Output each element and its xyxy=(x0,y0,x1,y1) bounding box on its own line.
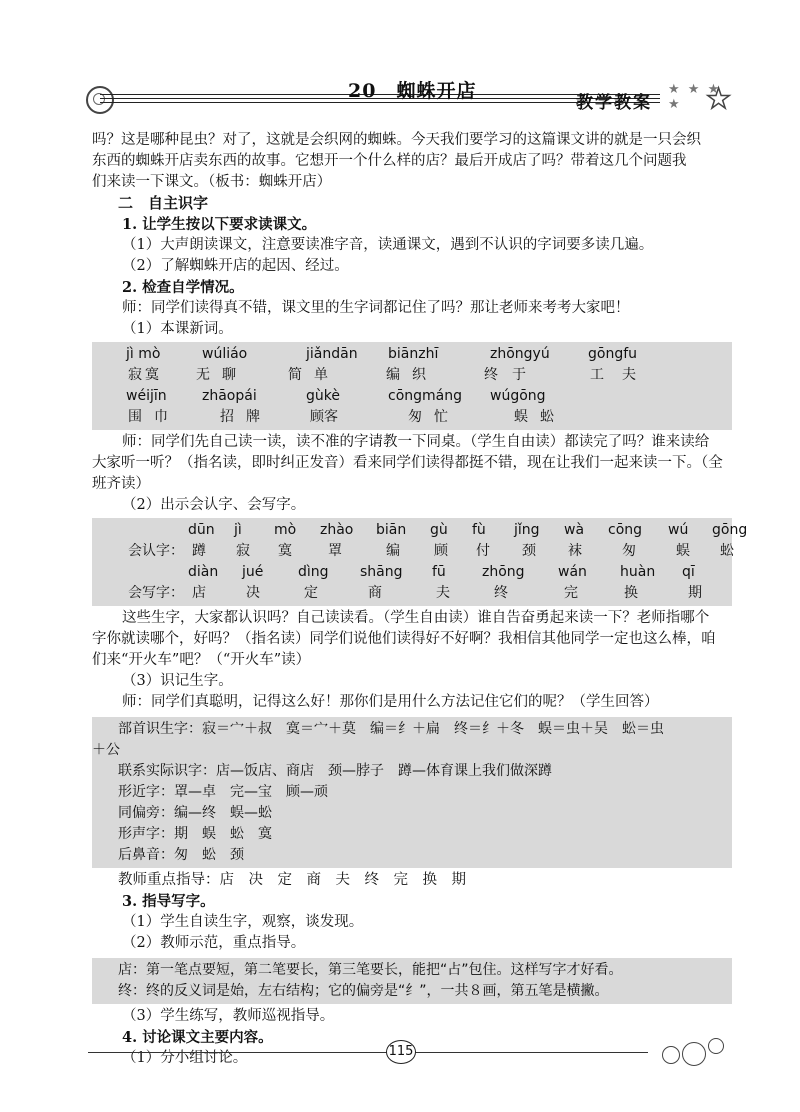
page-content xyxy=(92,130,748,1069)
paragraph-line: 字你就读哪个，好吗？（指名读）同学们说他们读得好不好啊？我相信其他同学一定也这么棒，咱 xyxy=(92,631,716,647)
pinyin: wúgōng xyxy=(490,388,546,404)
char: 寂 xyxy=(236,543,250,559)
writing-notes-box xyxy=(92,958,732,1004)
char: 寞 xyxy=(278,543,292,559)
step-title: 4. 讨论课文主要内容。 xyxy=(122,1029,273,1046)
word: 寂寞 xyxy=(128,367,162,383)
word-row xyxy=(92,407,732,428)
bubble-icon xyxy=(708,1038,724,1054)
char: 商 xyxy=(368,585,382,601)
header-tag: 教学教案 xyxy=(576,93,652,113)
pinyin: fù xyxy=(472,522,486,538)
pinyin: dūn xyxy=(188,522,215,538)
memory-methods-box xyxy=(92,717,732,868)
small-stars-icon: ★ ★ ★ ★ xyxy=(668,82,722,112)
char: 匆 xyxy=(622,543,636,559)
char: 期 xyxy=(688,585,702,601)
pinyin: zhōng xyxy=(482,564,525,580)
memory-line: ＋公 xyxy=(92,742,120,758)
new-words-box xyxy=(92,342,732,430)
renzi-row xyxy=(92,541,732,562)
sub-step: （1）本课新词。 xyxy=(122,321,233,337)
xiezi-pinyin-row xyxy=(92,562,732,583)
pinyin: biān xyxy=(376,522,407,538)
pinyin: biānzhī xyxy=(388,346,439,362)
star-icon: ★ xyxy=(706,82,732,115)
step-title: 2. 检查自学情况。 xyxy=(122,279,244,296)
page-footer xyxy=(88,1038,728,1078)
char: 蚣 xyxy=(720,543,734,559)
step-title: 1. 让学生按以下要求读课文。 xyxy=(122,216,317,233)
paragraph-line: 大家听一听？（指名读，即时纠正发音）看来同学们读得都挺不错，现在让我们一起来读一下。（全 xyxy=(92,455,723,471)
char: 店 xyxy=(192,585,206,601)
pinyin: jì mò xyxy=(126,346,161,362)
memory-line: 联系实际识字：店—饭店、商店 颈—脖子 蹲—体育课上我们做深蹲 xyxy=(118,763,552,779)
word: 无聊 xyxy=(196,367,248,383)
memory-line: 形声字：期 蜈 蚣 寞 xyxy=(118,826,272,842)
paragraph-line: 班齐读） xyxy=(92,476,150,492)
pinyin: huàn xyxy=(620,564,656,580)
step-item: （1）学生自读生字，观察，谈发现。 xyxy=(122,914,364,930)
char: 定 xyxy=(304,585,318,601)
pinyin: wúliáo xyxy=(202,346,248,362)
writing-note: 终：终的反义词是始，左右结构；它的偏旁是“纟”，一共８画，第五笔是横撇。 xyxy=(118,983,609,999)
word: 招牌 xyxy=(220,409,272,425)
pinyin-row xyxy=(92,386,732,407)
step-item: （1）大声朗读课文，注意要读准字音，读通课文，遇到不认识的字词要多读几遍。 xyxy=(122,237,654,253)
char: 蹲 xyxy=(192,543,206,559)
word: 蜈蚣 xyxy=(514,409,566,425)
sub-step: （2）出示会认字、会写字。 xyxy=(122,497,306,513)
char: 付 xyxy=(476,543,490,559)
char: 决 xyxy=(246,585,260,601)
word: 匆忙 xyxy=(408,409,460,425)
row-label: 会认字： xyxy=(128,543,184,559)
pinyin: zhōngyú xyxy=(490,346,550,362)
pinyin: wú xyxy=(668,522,689,538)
page-number: 115 xyxy=(386,1040,416,1064)
step-item: （3）学生练写，教师巡视指导。 xyxy=(122,1008,335,1024)
paragraph-line: 这些生字，大家都认识吗？自己读读看。（学生自由读）谁自告奋勇起来读一下？老师指哪个 xyxy=(122,610,710,626)
char: 袜 xyxy=(568,543,582,559)
bubble-icon xyxy=(662,1046,680,1064)
word: 简单 xyxy=(288,367,340,383)
pinyin: qī xyxy=(682,564,695,580)
pinyin: cōng xyxy=(608,522,643,538)
char: 换 xyxy=(624,585,638,601)
page-header xyxy=(86,68,740,118)
pinyin: jué xyxy=(242,564,264,580)
renzi-pinyin-row xyxy=(92,520,748,541)
xiezi-row xyxy=(92,583,732,604)
pinyin: shāng xyxy=(360,564,403,580)
pinyin: gùkè xyxy=(306,388,340,404)
pinyin: jì xyxy=(234,522,242,538)
memory-line: 后鼻音：匆 蚣 颈 xyxy=(118,847,244,863)
pinyin: gù xyxy=(430,522,448,538)
char: 颈 xyxy=(522,543,536,559)
row-label: 会写字： xyxy=(128,585,184,601)
pinyin: zhāopái xyxy=(202,388,257,404)
char: 终 xyxy=(494,585,508,601)
step-title: 3. 指导写字。 xyxy=(122,893,215,910)
pinyin: gōngfu xyxy=(588,346,638,362)
pinyin: jiǎndān xyxy=(306,346,358,362)
characters-box xyxy=(92,518,748,606)
intro-line: 们来读一下课文。（板书：蜘蛛开店） xyxy=(92,174,332,190)
pinyin: fū xyxy=(432,564,446,580)
char: 编 xyxy=(386,543,400,559)
section-heading: 二 自主识字 xyxy=(118,194,209,212)
sub-step: （3）识记生字。 xyxy=(122,673,233,689)
word: 编织 xyxy=(386,367,438,383)
bubble-icon xyxy=(682,1042,706,1066)
char: 夫 xyxy=(436,585,450,601)
pinyin: wà xyxy=(564,522,585,538)
intro-line: 吗？这是哪种昆虫？对了，这就是会织网的蜘蛛。今天我们要学习的这篇课文讲的就是一只会织 xyxy=(92,132,701,148)
pinyin: wéijīn xyxy=(126,388,167,404)
memory-line: 部首识生字：寂＝宀＋叔 寞＝宀＋莫 编＝纟＋扁 终＝纟＋冬 蜈＝虫＋吴 蚣＝虫 xyxy=(118,721,664,737)
word: 终于 xyxy=(484,367,540,383)
memory-line: 同偏旁：编—终 蜈—蚣 xyxy=(118,805,272,821)
char: 完 xyxy=(564,585,578,601)
pinyin: zhào xyxy=(320,522,354,538)
writing-note: 店：第一笔点要短，第二笔要长，第三笔要长，能把“占”包住。这样写字才好看。 xyxy=(118,962,623,978)
pinyin: dìng xyxy=(298,564,329,580)
pinyin: jǐng xyxy=(514,522,540,538)
step-item: （2）了解蜘蛛开店的起因、经过。 xyxy=(122,258,349,274)
pinyin: mò xyxy=(274,522,297,538)
key-points: 教师重点指导：店 决 定 商 夫 终 完 换 期 xyxy=(118,872,466,888)
memory-line: 形近字：罩—卓 完—宝 顾—顽 xyxy=(118,784,328,800)
pinyin: diàn xyxy=(188,564,219,580)
pinyin: wán xyxy=(558,564,587,580)
teacher-line: 师：同学们真聪明，记得这么好！那你们是用什么方法记住它们的呢？（学生回答） xyxy=(122,694,659,710)
word: 工夫 xyxy=(590,367,654,383)
intro-line: 东西的蜘蛛开店卖东西的故事。它想开一个什么样的店？最后开成店了吗？带着这几个问题我 xyxy=(92,153,687,169)
word: 围巾 xyxy=(128,409,180,425)
paragraph-line: 师：同学们先自己读一读，读不准的字请教一下同桌。（学生自由读）都读完了吗？谁来读给 xyxy=(122,434,710,450)
pinyin-row xyxy=(92,344,732,365)
footer-rule xyxy=(88,1052,648,1053)
pinyin: cōngmáng xyxy=(388,388,462,404)
paragraph-line: 们来“开火车”吧？（“开火车”读） xyxy=(92,652,311,668)
teacher-line: 师：同学们读得真不错，课文里的生字词都记住了吗？那让老师来考考大家吧！ xyxy=(122,300,630,316)
word: 顾客 xyxy=(310,409,338,425)
lesson-title: 20 蜘蛛开店 xyxy=(348,80,477,102)
char: 顾 xyxy=(434,543,448,559)
char: 罩 xyxy=(328,543,342,559)
step-item: （2）教师示范，重点指导。 xyxy=(122,935,306,951)
char: 蜈 xyxy=(676,543,690,559)
step-item: （1）分小组讨论。 xyxy=(122,1050,248,1066)
pinyin: gōng xyxy=(712,522,748,538)
word-row xyxy=(92,365,732,386)
